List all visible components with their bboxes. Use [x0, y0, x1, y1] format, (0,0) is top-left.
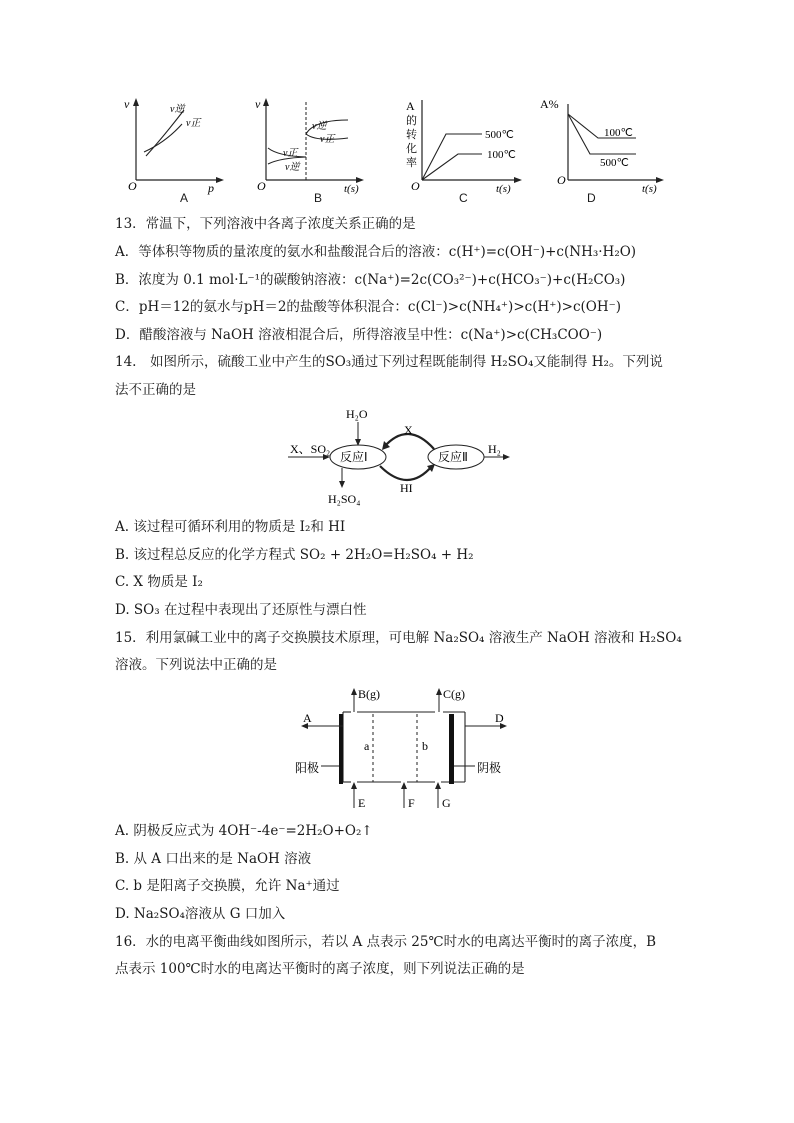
q15-option-a[interactable]: A. 阴极反应式为 4OH⁻-4e⁻=2H₂O+O₂↑: [115, 823, 373, 839]
x-axis-label: t(s): [496, 183, 511, 195]
q15-option-c[interactable]: C. b 是阳离子交换膜，允许 Na⁺通过: [115, 878, 340, 894]
outlet-d-label: D: [495, 711, 504, 725]
origin-label: O: [411, 179, 420, 193]
anode-label: 阳极: [295, 761, 320, 775]
curve-label: v逆: [285, 162, 300, 173]
q14-stem: 14. 如图所示，硫酸工业中产生的SO₃通过下列过程既能制得 H₂SO₄又能制得 H₂。下列说: [115, 354, 663, 370]
outlet-a-label: A: [303, 711, 312, 725]
y-axis-label: v: [124, 97, 130, 111]
q16-stem-cont: 点表示 100℃时水的电离达平衡时的离子浓度，则下列说法正确的是: [115, 961, 525, 977]
curve-label-upper: 500℃: [485, 129, 514, 141]
q14-option-b[interactable]: B. 该过程总反应的化学方程式 SO₂ + 2H₂O=H₂SO₄ + H₂: [115, 547, 474, 563]
inlet-g-label: G: [442, 796, 451, 810]
graph-d-caption: D: [587, 191, 596, 205]
cathode-label: 阴极: [477, 761, 502, 775]
q14-reaction-diagram: [280, 404, 520, 514]
graph-c-caption: C: [459, 191, 468, 205]
q13-option-d[interactable]: D．醋酸溶液与 NaOH 溶液相混合后，所得溶液呈中性：c(Na⁺)>c(CH₃COO⁻): [115, 327, 603, 343]
membrane-b-label: b: [422, 739, 428, 753]
q16-stem: 16．水的电离平衡曲线如图所示，若以 A 点表示 25℃时水的电离达平衡时的离子浓度，B: [115, 934, 657, 950]
arrow-bottom-label: HI: [400, 481, 413, 495]
curve-label-upper: 100℃: [604, 127, 633, 139]
x-axis-label: p: [208, 181, 214, 195]
outlet-c-label: C(g): [443, 687, 465, 701]
origin-label: O: [128, 179, 137, 193]
q14-stem-cont: 法不正确的是: [115, 382, 196, 398]
q13-option-c[interactable]: C．pH＝12的氨水与pH＝2的盐酸等体积混合：c(Cl⁻)>c(NH₄⁺)>c(H⁺)>c(OH⁻): [115, 299, 621, 315]
origin-label: O: [557, 173, 566, 187]
q15-stem: 15．利用氯碱工业中的离子交换膜技术原理，可电解 Na₂SO₄ 溶液生产 NaOH 溶液和 H₂SO₄: [115, 630, 682, 646]
q15-option-d[interactable]: D. Na₂SO₄溶液从 G 口加入: [115, 906, 286, 922]
output-right-label: H₂: [488, 442, 501, 456]
reaction-1-box: 反应Ⅰ: [340, 450, 368, 464]
curve-label: v逆: [312, 121, 327, 132]
y-axis-label: v: [255, 97, 261, 111]
q14-option-a[interactable]: A. 该过程可循环利用的物质是 I₂和 HI: [115, 519, 346, 535]
reaction-2-box: 反应Ⅱ: [438, 450, 468, 464]
graph-a-caption: A: [180, 191, 189, 205]
graph-a: [120, 92, 230, 197]
y-axis-label: A%: [540, 97, 559, 111]
q13-option-a[interactable]: A．等体积等物质的量浓度的氨水和盐酸混合后的溶液：c(H⁺)=c(OH⁻)+c(NH₃·H₂O): [115, 244, 637, 260]
input-left-label: X、SO₂: [290, 442, 331, 456]
y-axis-char: 率: [406, 157, 417, 169]
output-bottom-label: H₂SO₄: [328, 492, 361, 506]
y-axis-char: 的: [406, 115, 417, 127]
input-top-label: H₂O: [346, 407, 368, 421]
q15-electrolysis-diagram: [295, 684, 515, 814]
graph-b-caption: B: [314, 191, 323, 205]
curve-label-lower: v正: [186, 118, 201, 129]
curve-label-lower: 500℃: [600, 157, 629, 169]
x-axis-label: t(s): [344, 183, 359, 195]
curve-label: v正: [283, 148, 298, 159]
y-axis-char: 转: [406, 129, 417, 141]
x-axis-label: t(s): [642, 183, 657, 195]
q13-stem: 13．常温下，下列溶液中各离子浓度关系正确的是: [115, 216, 416, 232]
graph-c: [400, 92, 530, 197]
outlet-b-label: B(g): [358, 687, 380, 701]
y-axis-char: 化: [406, 143, 417, 155]
q13-option-b[interactable]: B．浓度为 0.1 mol·L⁻¹的碳酸钠溶液：c(Na⁺)=2c(CO₃²⁻)+c(HCO₃⁻)+c(H₂CO₃): [115, 272, 626, 288]
inlet-f-label: F: [408, 796, 415, 810]
curve-label-upper: v逆: [170, 104, 185, 115]
graph-b: [252, 92, 372, 197]
curve-label-lower: 100℃: [487, 149, 516, 161]
q14-option-d[interactable]: D. SO₃ 在过程中表现出了还原性与漂白性: [115, 602, 367, 618]
curve-label: v正: [320, 134, 335, 145]
origin-label: O: [257, 179, 266, 193]
q14-option-c[interactable]: C. X 物质是 I₂: [115, 574, 203, 590]
q15-option-b[interactable]: B. 从 A 口出来的是 NaOH 溶液: [115, 851, 312, 867]
membrane-a-label: a: [364, 739, 370, 753]
q15-stem-cont: 溶液。下列说法中正确的是: [115, 657, 277, 673]
y-axis-char: A: [406, 99, 415, 113]
graph-d: [540, 92, 670, 197]
inlet-e-label: E: [358, 796, 366, 810]
arrow-top-label: X: [404, 423, 413, 437]
